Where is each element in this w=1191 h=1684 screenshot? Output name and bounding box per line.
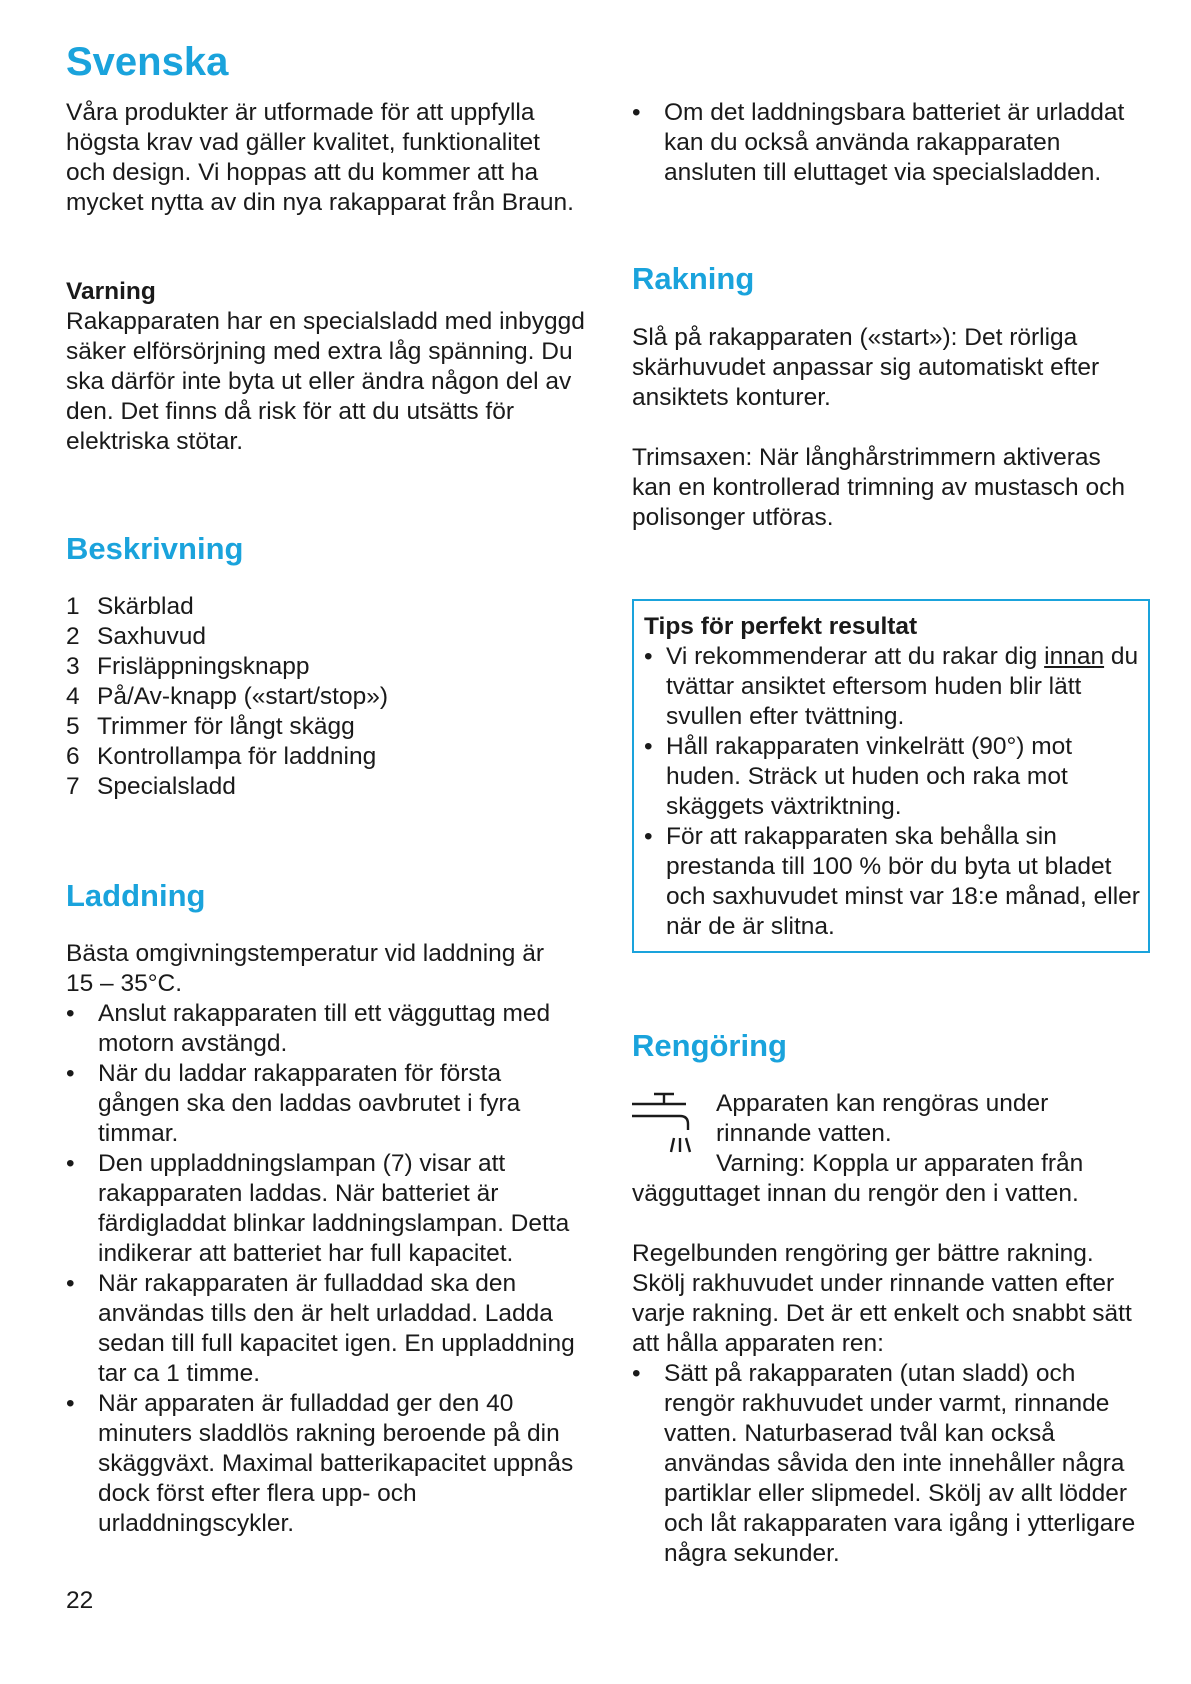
list-item: • Anslut rakapparaten till ett vägguttag med motorn avstängd. — [66, 1000, 551, 1057]
shaving-heading: Rakning — [632, 261, 755, 296]
list-item: • Håll rakapparaten vinkelrätt (90°) mot huden. Sträck ut huden och raka mot skäggets växtriktning. — [644, 733, 1073, 820]
list-item: 3 Frisläppningsknapp — [66, 653, 310, 680]
list-item: 5 Trimmer för långt skägg — [66, 713, 355, 740]
bullet-icon: • — [66, 1060, 75, 1087]
tips-box — [632, 599, 1150, 953]
list-item: • Vi rekommenderar att du rakar dig innan du tvättar ansiktet eftersom huden blir lätt svullen efter tvättning. — [644, 643, 1139, 730]
charging-list — [66, 999, 586, 1539]
list-item: • När du laddar rakapparaten för första gången ska den laddas oavbrutet i fyra timmar. — [66, 1060, 521, 1147]
bullet-icon: • — [66, 1000, 75, 1027]
page-title: Svenska — [66, 40, 229, 84]
description-heading: Beskrivning — [66, 531, 244, 566]
intro-text: Våra produkter är utformade för att uppfylla högsta krav vad gäller kvalitet, funktionalitet och design. Vi hoppas att du kommer att ha mycket nytta av din nya rakapparat från Braun. — [66, 99, 574, 216]
bullet-icon: • — [66, 1150, 75, 1177]
page-number: 22 — [66, 1587, 94, 1614]
warning-text: Rakapparaten har en specialsladd med inbyggd säker elförsörjning med extra låg spänning. Du ska därför inte byta ut eller ändra någon del av den. Det finns då risk för att du utsätts för elektriska stötar. — [66, 308, 585, 455]
bullet-icon: • — [66, 1390, 75, 1417]
list-item: 6 Kontrollampa för laddning — [66, 743, 377, 770]
cleaning-warning: vägguttaget innan du rengör den i vatten. — [632, 1180, 1079, 1207]
bullet-icon: • — [632, 1360, 641, 1387]
list-item: 2 Saxhuvud — [66, 623, 206, 650]
charging-intro: Bästa omgivningstemperatur vid laddning är 15 – 35°C. — [66, 940, 545, 997]
list-item: • För att rakapparaten ska behålla sin prestanda till 100 % bör du byta ut bladet och saxhuvudet minst var 18:e månad, eller när de är slitna. — [644, 823, 1140, 940]
tips-heading: Tips för perfekt resultat — [644, 613, 918, 640]
list-item: • När apparaten är fulladdad ger den 40 minuters sladdlös rakning beroende på din skäggväxt. Maximal batterikapacitet uppnås dock först efter flera upp- och urladdningscykler. — [66, 1390, 574, 1537]
battery-note — [632, 98, 1152, 188]
list-item: 7 Specialsladd — [66, 773, 236, 800]
water-tap-icon — [630, 1092, 702, 1158]
shaving-text-2: Trimsaxen: När långhårstrimmern aktiveras kan en kontrollerad trimning av mustasch och polisonger utföras. — [632, 444, 1125, 531]
list-item: • Sätt på rakapparaten (utan sladd) och rengör rakhuvudet under varmt, rinnande vatten. Naturbaserad tvål kan också användas såvida den inte innehåller några partiklar eller slipmedel. Skölj av allt lödder och låt rakapparaten vara igång i ytterligare några sekunder. — [632, 1360, 1136, 1567]
bullet-icon: • — [644, 823, 653, 850]
list-item: 1 Skärblad — [66, 593, 194, 620]
warning-section — [66, 277, 586, 457]
cleaning-icon-text: Apparaten kan rengöras under rinnande vatten. Varning: Koppla ur apparaten från — [716, 1090, 1084, 1177]
shaving-text-1: Slå på rakapparaten («start»): Det rörliga skärhuvudet anpassar sig automatiskt efter ansiktets konturer. — [632, 324, 1100, 411]
bullet-icon: • — [644, 733, 653, 760]
cleaning-heading: Rengöring — [632, 1028, 787, 1063]
list-item: • Om det laddningsbara batteriet är urladdat kan du också använda rakapparaten ansluten till eluttaget via specialsladden. — [632, 99, 1125, 186]
bullet-icon: • — [644, 643, 653, 670]
parts-list — [66, 592, 586, 802]
bullet-icon: • — [632, 99, 641, 126]
list-item: • Den uppladdningslampan (7) visar att rakapparaten laddas. När batteriet är färdigladdat blinkar laddningslampan. Detta indikerar att batteriet har full kapacitet. — [66, 1150, 570, 1267]
list-item: 4 På/Av-knapp («start/stop») — [66, 683, 388, 710]
charging-heading: Laddning — [66, 878, 206, 913]
bullet-icon: • — [66, 1270, 75, 1297]
warning-heading: Varning — [66, 278, 156, 305]
cleaning-list — [632, 1359, 1152, 1569]
cleaning-text: Regelbunden rengöring ger bättre rakning. Skölj rakhuvudet under rinnande vatten efter varje rakning. Det är ett enkelt och snabbt sätt att hålla apparaten ren: — [632, 1240, 1132, 1357]
list-item: • När rakapparaten är fulladdad ska den användas tills den är helt urladdad. Ladda sedan till full kapacitet igen. En uppladdning tar ca 1 timme. — [66, 1270, 575, 1387]
